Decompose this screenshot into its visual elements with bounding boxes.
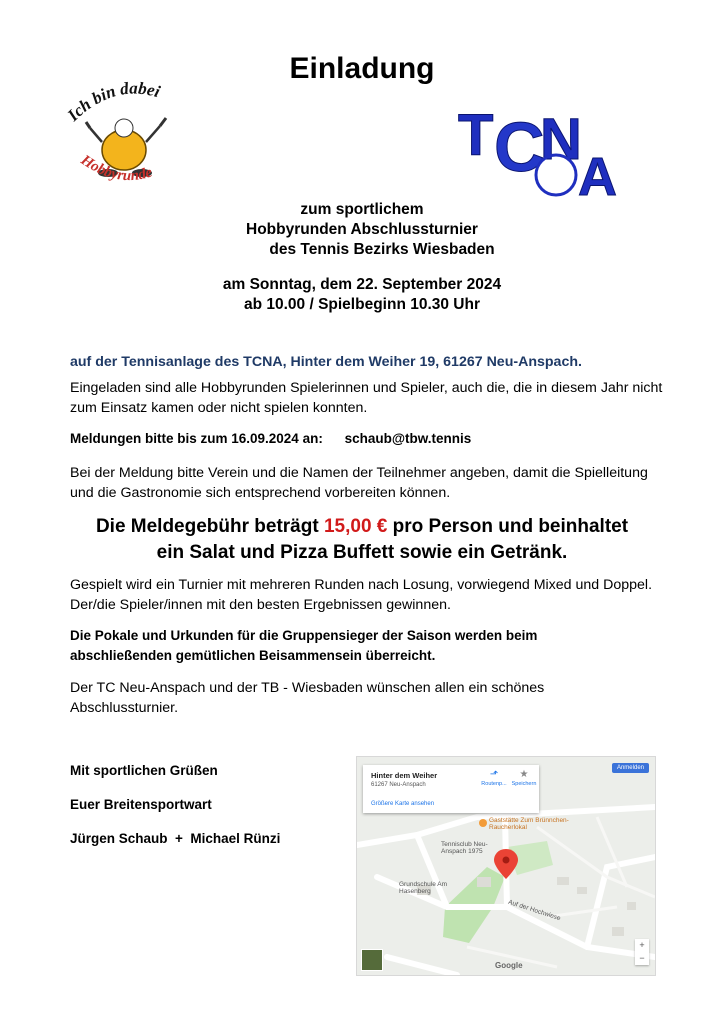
map-route-button[interactable] [481, 769, 507, 787]
trophy-text: Die Pokale und Urkunden für die Gruppensieger der Saison werden beim abschließenden gemütlichen Beisammensein überreicht. [70, 628, 538, 663]
subtitle-line-3: des Tennis Bezirks Wiesbaden [269, 241, 495, 258]
map-label-school: Grundschule Am Hasenberg [399, 881, 448, 895]
registration-email[interactable]: schaub@tbw.tennis [344, 431, 472, 446]
invite-text: Eingeladen sind alle Hobbyrunden Spielerinnen und Spieler, auch die, die in diesem Jahr nicht zum Einsatz kamen oder nicht spielen konnten. [70, 380, 663, 416]
time-line: ab 10.00 / Spielbeginn 10.30 Uhr [243, 296, 481, 313]
route-icon: ⬏ [489, 769, 499, 780]
location-text: auf der Tennisanlage des TCNA, Hinter dem Weiher 19, 61267 Neu-Anspach. [70, 354, 582, 370]
star-icon: ★ [519, 769, 529, 780]
map-label-gast: Gaststätte Zum Brünnchen-Raucherlokal [489, 817, 569, 831]
fee-amount: 15,00 € [323, 516, 388, 537]
zoom-controls [635, 939, 649, 965]
map-save-button[interactable] [511, 769, 537, 787]
logo-arc-text: Ich bin dabei [63, 78, 163, 125]
map-route-label: Routenp... [481, 781, 507, 787]
map-place-card [363, 765, 539, 813]
tcna-logo [454, 93, 632, 208]
subtitle-line-2: Hobbyrunden Abschlussturnier [246, 221, 478, 238]
hobbyrunde-logo [62, 70, 192, 200]
tcna-logo-text: TCNA [454, 93, 457, 94]
google-logo: Google [495, 961, 523, 970]
closing-greeting: Mit sportlichen Grüßen [70, 763, 218, 778]
zoom-in-button[interactable]: + [639, 940, 645, 950]
map-save-label: Speichern [511, 781, 537, 787]
map-place-city: 61267 Neu-Anspach [371, 782, 426, 788]
svg-text:T: T [458, 103, 494, 168]
svg-text:Ich bin dabei [63, 79, 163, 126]
subtitle-line-1: zum sportlichem [300, 201, 424, 218]
registration-label: Meldungen bitte bis zum 16.09.2024 an: [70, 431, 323, 446]
page-title: Einladung [289, 52, 435, 85]
map-label-street: Auf der Hochwiese [507, 898, 562, 923]
fee-line-2: ein Salat und Pizza Buffett sowie ein Getränk. [156, 542, 568, 563]
fee-suffix: pro Person und beinhaltet [387, 516, 629, 537]
logo-bottom-text: Hobbyrunde [77, 152, 155, 185]
satellite-toggle[interactable] [361, 949, 383, 971]
date-line: am Sonntag, dem 22. September 2024 [222, 276, 502, 293]
map-signin-button[interactable]: Anmelden [612, 763, 649, 773]
map-place-name: Hinter dem Weiher [371, 771, 438, 780]
svg-text:C: C [494, 108, 545, 186]
tournament-text: Gespielt wird ein Turnier mit mehreren Runden nach Losung, vorwiegend Mixed und Doppel. Der/die Spieler/innen mit den besten Ergebnissen gewinnen. [70, 577, 653, 613]
registration-line [70, 429, 670, 449]
fee-prefix: Die Meldegebühr beträgt [95, 516, 324, 537]
wishes-text: Der TC Neu-Anspach und der TB - Wiesbaden wünschen allen ein schönes Abschlussturnier. [70, 680, 545, 716]
svg-text:N: N [540, 107, 582, 172]
map-larger-link[interactable]: Größere Karte ansehen [371, 801, 435, 807]
map-label-tennis: Tennisclub Neu-Anspach 1975 [441, 841, 488, 855]
registration-note: Bei der Meldung bitte Verein und die Namen der Teilnehmer angeben, damit die Spielleitung und die Gastronomie sich entsprechend vorbereiten können. [70, 465, 648, 501]
fee-line-1 [40, 514, 684, 540]
zoom-out-button[interactable]: − [639, 953, 645, 963]
closing-role: Euer Breitensportwart [70, 797, 212, 812]
closing-names: Jürgen Schaub + Michael Rünzi [70, 831, 281, 846]
svg-text:A: A [578, 147, 617, 207]
google-map[interactable] [356, 756, 656, 976]
